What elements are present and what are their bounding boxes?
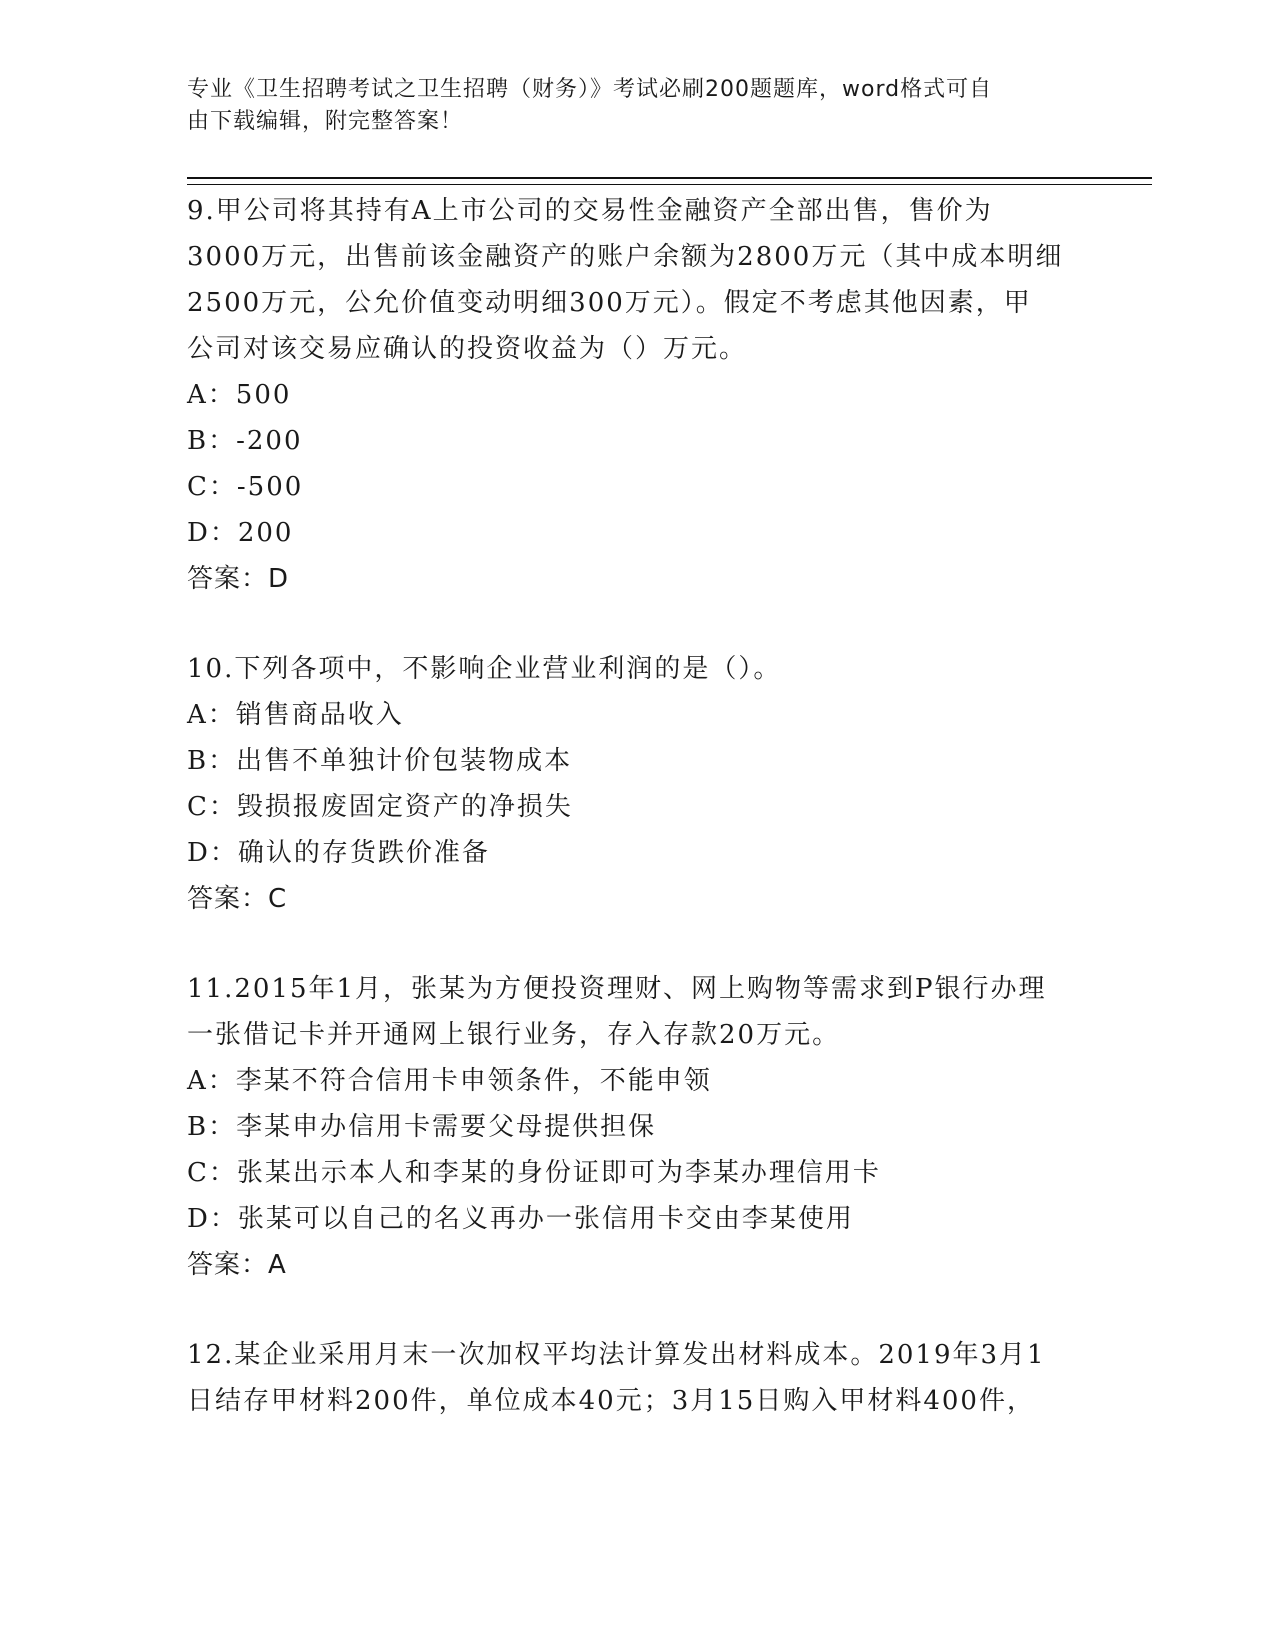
question-10: [187, 646, 1097, 922]
option-b: B：出售不单独计价包装物成本: [187, 746, 573, 776]
document-header: [187, 74, 1077, 138]
option-d: D：200: [187, 518, 294, 548]
option-d: D：确认的存货跌价准备: [187, 838, 490, 868]
question-list: [187, 188, 1097, 1424]
question-line: 一张借记卡并开通网上银行业务，存入存款20万元。: [187, 1020, 841, 1050]
header-line-1: 专业《卫生招聘考试之卫生招聘（财务）》考试必刷200题题库，word格式可自: [187, 77, 993, 102]
question-line: 10.下列各项中，不影响企业营业利润的是（）。: [187, 654, 782, 684]
answer: 答案：D: [187, 564, 290, 594]
header-line-2: 由下载编辑，附完整答案！: [187, 109, 464, 134]
question-line: 日结存甲材料200件，单位成本40元；3月15日购入甲材料400件，: [187, 1386, 1035, 1416]
question-text: [187, 646, 1097, 692]
question-text: [187, 1332, 1097, 1424]
question-line: 9.甲公司将其持有A上市公司的交易性金融资产全部出售，售价为: [187, 196, 993, 226]
question-9: [187, 188, 1097, 602]
question-12: [187, 1332, 1097, 1424]
option-a: A：500: [187, 380, 292, 410]
header-divider-thick: [187, 177, 1152, 179]
option-b: B：李某申办信用卡需要父母提供担保: [187, 1112, 657, 1142]
question-text: [187, 188, 1097, 372]
option-c: C：毁损报废固定资产的净损失: [187, 792, 573, 822]
option-b: B：-200: [187, 426, 303, 456]
option-a: A：李某不符合信用卡申领条件，不能申领: [187, 1066, 712, 1096]
question-11: [187, 966, 1097, 1288]
option-c: C：-500: [187, 472, 304, 502]
option-a: A：销售商品收入: [187, 700, 404, 730]
option-d: D：张某可以自己的名义再办一张信用卡交由李某使用: [187, 1204, 854, 1234]
question-line: 公司对该交易应确认的投资收益为（）万元。: [187, 334, 748, 364]
answer: 答案：C: [187, 884, 288, 914]
question-line: 3000万元，出售前该金融资产的账户余额为2800万元（其中成本明细: [187, 242, 1064, 272]
option-c: C：张某出示本人和李某的身份证即可为李某办理信用卡: [187, 1158, 881, 1188]
question-line: 2500万元，公允价值变动明细300万元）。假定不考虑其他因素，甲: [187, 288, 1032, 318]
question-text: [187, 966, 1097, 1058]
header-divider-thin: [187, 184, 1152, 185]
question-line: 12.某企业采用月末一次加权平均法计算发出材料成本。2019年3月1: [187, 1340, 1046, 1370]
answer: 答案：A: [187, 1250, 287, 1280]
question-line: 11.2015年1月，张某为方便投资理财、网上购物等需求到P银行办理: [187, 974, 1047, 1004]
